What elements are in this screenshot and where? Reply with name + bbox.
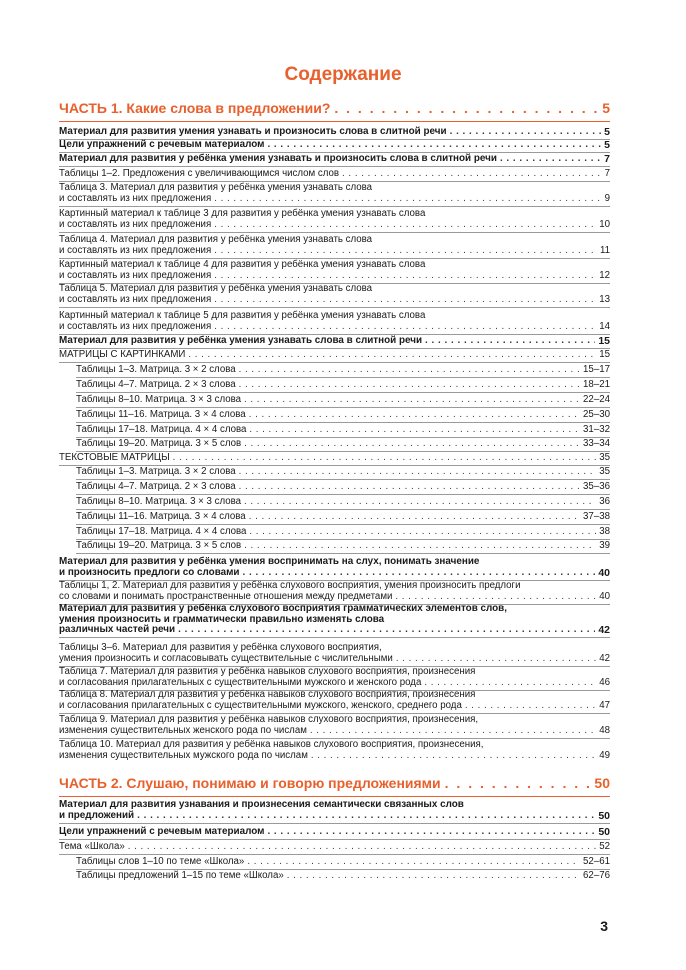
entry-title: Таблицы 1, 2. Материал для развития у ребёнка слухового восприятия, умения произносить предлоги [59,580,521,591]
entry-page: 7 [604,153,610,165]
entry-page: 52–61 [583,856,610,867]
entry-title: Материал для развития узнавания и произнесения семантически связанных слов [59,799,464,810]
entry-page: 33–34 [583,438,610,449]
toc-entry[interactable] [59,311,610,332]
entry-title: Таблицы 8–10. Матрица. 3 × 3 слова [76,394,242,405]
entry-separator [76,524,610,525]
entry-title: и произносить предлоги со словами [59,566,240,578]
dot-leader [214,271,596,282]
toc-entry[interactable] [59,235,610,256]
entry-title: Таблицы 11–16. Матрица. 3 × 4 слова [76,511,246,522]
entry-separator [76,377,610,378]
entry-title: Таблицы 17–18. Матрица. 4 × 4 слова [76,526,247,537]
part-rule [59,796,610,797]
entry-title: Таблицы 1–3. Матрица. 3 × 2 слова [76,364,236,375]
toc-entry[interactable] [59,183,610,204]
entry-page: 36 [599,496,610,507]
dot-leader [239,380,580,391]
entry-page: 18–21 [583,379,610,390]
toc-entry[interactable] [76,512,610,523]
toc-entry[interactable] [59,557,610,578]
entry-title: Цели упражнений с речевым материалом [59,826,265,837]
entry-title: Таблицы 1–3. Матрица. 3 × 2 слова [76,466,236,477]
entry-separator [59,307,610,308]
dot-leader [214,220,596,231]
dot-leader [450,127,602,138]
entry-separator [59,854,610,855]
entry-page: 40 [598,566,610,579]
dot-leader [396,654,596,665]
entry-separator [59,823,610,824]
entry-title: Цели упражнений с речевым материалом [59,139,265,150]
entry-page: 50 [598,826,610,838]
entry-title: Таблица 5. Материал для развития у ребёнка умения узнавать слова [59,283,373,294]
entry-separator [59,362,610,363]
entry-title: изменения существительных мужского рода по числам [59,749,308,761]
dot-leader [243,568,596,579]
entry-title: умения произносить и грамматически правильно изменять слова [59,613,385,625]
dot-leader [188,350,596,361]
toc-entry[interactable] [59,260,610,281]
entry-title: Таблица 9. Материал для развития у ребёнка навыков слухового восприятия, произнесения, [59,714,479,725]
entry-page: 35 [599,452,610,463]
toc-entry[interactable] [76,395,610,406]
dot-leader [425,336,595,347]
toc-entry[interactable] [76,857,610,868]
entry-separator [76,392,610,393]
part-page: 50 [594,775,610,791]
entry-separator [76,422,610,423]
dot-leader [214,295,596,306]
entry-title: со словами и понимать пространственные отношения между предметами [59,590,393,602]
entry-separator [76,509,610,510]
toc-entry[interactable] [76,467,610,478]
page-number: 3 [600,918,608,934]
entry-title: Таблица 3. Материал для развития у ребёнка умения узнавать слова [59,182,373,193]
toc-entry[interactable] [76,497,610,508]
toc-entry[interactable] [76,439,610,450]
dot-leader [173,453,597,464]
entry-title: Таблицы 4–7. Матрица. 2 × 3 слова [76,481,236,492]
entry-separator [59,839,610,840]
dot-leader [500,154,601,165]
part-heading[interactable] [59,775,610,791]
entry-title: Таблица 8. Материал для развития у ребёнка навыков слухового восприятия, произнесения [59,689,476,700]
toc-entry[interactable] [59,140,610,151]
entry-title: Тема «Школа» [59,841,125,852]
entry-title: Материал для развития у ребёнка умения воспринимать на слух, понимать значение [59,556,480,567]
dot-leader [267,140,601,151]
entry-separator [76,479,610,480]
dot-leader [311,751,596,762]
entry-title: Материал для развития умения узнавать и произносить слова в слитной речи [59,126,447,137]
toc-entry[interactable] [59,209,610,230]
dot-leader [239,467,597,478]
entry-page: 13 [599,293,610,305]
toc-entry[interactable] [59,667,610,688]
entry-title: Таблица 4. Материал для развития у ребёнка умения узнавать слова [59,234,373,245]
entry-title: Таблицы 4–7. Матрица. 2 × 3 слова [76,379,236,390]
entry-page: 22–24 [583,394,610,405]
entry-title: Таблица 7. Материал для развития у ребёнка навыков слухового восприятия, произнесения [59,666,476,677]
dot-leader [465,701,596,712]
dot-leader [244,541,596,552]
entry-page: 15 [599,349,610,360]
toc-entry[interactable] [76,541,610,552]
dot-leader [214,322,596,333]
toc-entry[interactable] [59,284,610,305]
entry-title: Таблицы 19–20. Матрица. 3 × 5 слов [76,438,242,449]
toc-entry[interactable] [76,380,610,391]
entry-page: 49 [599,749,610,761]
entry-separator [76,407,610,408]
entry-title: изменения существительных женского рода по числам [59,724,307,736]
entry-title: и составлять из них предложения [59,244,212,256]
dot-leader [249,425,580,436]
toc-entry[interactable] [59,800,610,821]
toc-entry[interactable] [76,482,610,493]
toc-entry[interactable] [59,715,610,736]
entry-page: 38 [599,526,610,537]
entry-title: и составлять из них предложения [59,293,212,305]
entry-title: МАТРИЦЫ С КАРТИНКАМИ [59,349,186,360]
entry-title: различных частей речи [59,624,176,636]
toc-entry[interactable] [76,425,610,436]
dot-leader [249,410,580,421]
entry-separator [76,553,610,554]
dot-leader [424,678,596,689]
entry-title: умения произносить и согласовывать существительные с числительными [59,652,393,664]
dot-leader [128,842,597,853]
entry-title: Таблицы 19–20. Матрица. 3 × 5 слов [76,540,242,551]
entry-title: Таблицы 11–16. Матрица. 3 × 4 слова [76,409,246,420]
toc-entry[interactable] [59,169,610,180]
page-title: Содержание [284,64,402,85]
dot-leader [445,775,591,791]
dot-leader [244,395,580,406]
entry-page: 14 [599,320,610,332]
entry-separator [59,206,610,207]
entry-page: 5 [604,126,610,138]
toc-entry[interactable] [76,365,610,376]
entry-page: 25–30 [583,409,610,420]
entry-title: Материал для развития у ребёнка умения узнавать и произносить слова в слитной речи [59,153,497,164]
entry-page: 47 [599,699,610,711]
entry-title: Таблица 10. Материал для развития у ребёнка навыков слухового восприятия, произнесения, [59,739,484,750]
entry-page: 15 [598,335,610,347]
entry-title: Таблицы 1–2. Предложения с увеличивающимся числом слов [59,168,340,179]
entry-title: Таблицы 3–6. Материал для развития у ребёнка слухового восприятия, [59,642,382,653]
entry-page: 5 [604,139,610,151]
toc-entry[interactable] [59,690,610,711]
toc-entry[interactable] [59,643,610,664]
entry-page: 37–38 [583,511,610,522]
toc-entry[interactable] [76,871,610,882]
entry-page: 12 [599,269,610,281]
dot-leader [239,482,580,493]
part-page: 5 [602,100,610,116]
entry-page: 50 [598,809,610,822]
entry-page: 48 [599,724,610,736]
dot-leader [214,194,601,205]
dot-leader [249,527,596,538]
dot-leader [310,726,596,737]
toc-entry[interactable] [59,740,610,761]
part-label: ЧАСТЬ 1. Какие слова в предложении? [59,100,331,116]
entry-page: 62–76 [583,870,610,881]
dot-leader [178,625,595,636]
dot-leader [287,871,580,882]
dot-leader [249,512,580,523]
entry-separator [59,166,610,167]
dot-leader [334,100,598,116]
entry-page: 9 [604,192,610,204]
toc-entry[interactable] [59,581,610,602]
toc-entry[interactable] [76,410,610,421]
entry-title: и согласования прилагательных с существительными мужского, женского, среднего рода [59,699,462,711]
toc-entry[interactable] [59,336,610,347]
dot-leader [214,246,597,257]
entry-page: 42 [598,624,610,637]
entry-title: Таблицы слов 1–10 по теме «Школа» [76,856,245,867]
entry-page: 35–36 [583,481,610,492]
toc-entry[interactable] [59,842,610,853]
entry-page: 40 [599,590,610,602]
toc-entry[interactable] [59,604,610,636]
dot-leader [244,439,580,450]
dot-leader [244,497,596,508]
entry-page: 52 [599,841,610,852]
toc-entry[interactable] [59,453,610,464]
entry-title: Таблицы предложений 1–15 по теме «Школа» [76,870,284,881]
entry-title: и составлять из них предложения [59,320,212,332]
entry-page: 15–17 [583,364,610,375]
entry-title: Таблицы 17–18. Матрица. 4 × 4 слова [76,424,247,435]
entry-title: и составлять из них предложения [59,192,212,204]
entry-title: и составлять из них предложения [59,269,212,281]
entry-title: и согласования прилагательных с существительными мужского и женского рода [59,676,422,688]
entry-page: 7 [604,168,610,179]
entry-title: Материал для развития у ребёнка умения узнавать слова в слитной речи [59,335,423,346]
dot-leader [239,365,580,376]
entry-title: Картинный материал к таблице 5 для развития у ребёнка умения узнавать слова [59,310,426,321]
part-rule [59,121,610,122]
entry-page: 42 [599,652,610,664]
toc-entry[interactable] [76,527,610,538]
entry-page: 46 [599,676,610,688]
entry-title: Таблицы 8–10. Матрица. 3 × 3 слова [76,496,242,507]
dot-leader [137,811,595,822]
entry-page: 39 [599,540,610,551]
part-label: ЧАСТЬ 2. Слушаю, понимаю и говорю предложениями [59,775,441,791]
entry-separator [76,494,610,495]
entry-title: Материал для развития у ребёнка слухового восприятия грамматических элементов слов, [59,603,507,614]
dot-leader [267,827,595,838]
entry-title: и предложений [59,809,135,821]
entry-title: и составлять из них предложения [59,218,212,230]
entry-separator [59,637,610,638]
part-heading[interactable] [59,100,610,116]
entry-page: 31–32 [583,424,610,435]
entry-page: 35 [599,466,610,477]
entry-page: 10 [599,218,610,230]
dot-leader [342,169,602,180]
dot-leader [247,857,580,868]
toc-entry[interactable] [59,350,610,361]
entry-page: 11 [599,244,610,256]
entry-separator [59,232,610,233]
entry-title: ТЕКСТОВЫЕ МАТРИЦЫ [59,452,170,463]
entry-title: Картинный материал к таблице 4 для развития у ребёнка умения узнавать слова [59,259,426,270]
toc-entry[interactable] [59,827,610,838]
dot-leader [395,592,596,603]
toc-entry[interactable] [59,127,610,138]
entry-title: Картинный материал к таблице 3 для развития у ребёнка умения узнавать слова [59,208,426,219]
toc-entry[interactable] [59,154,610,165]
